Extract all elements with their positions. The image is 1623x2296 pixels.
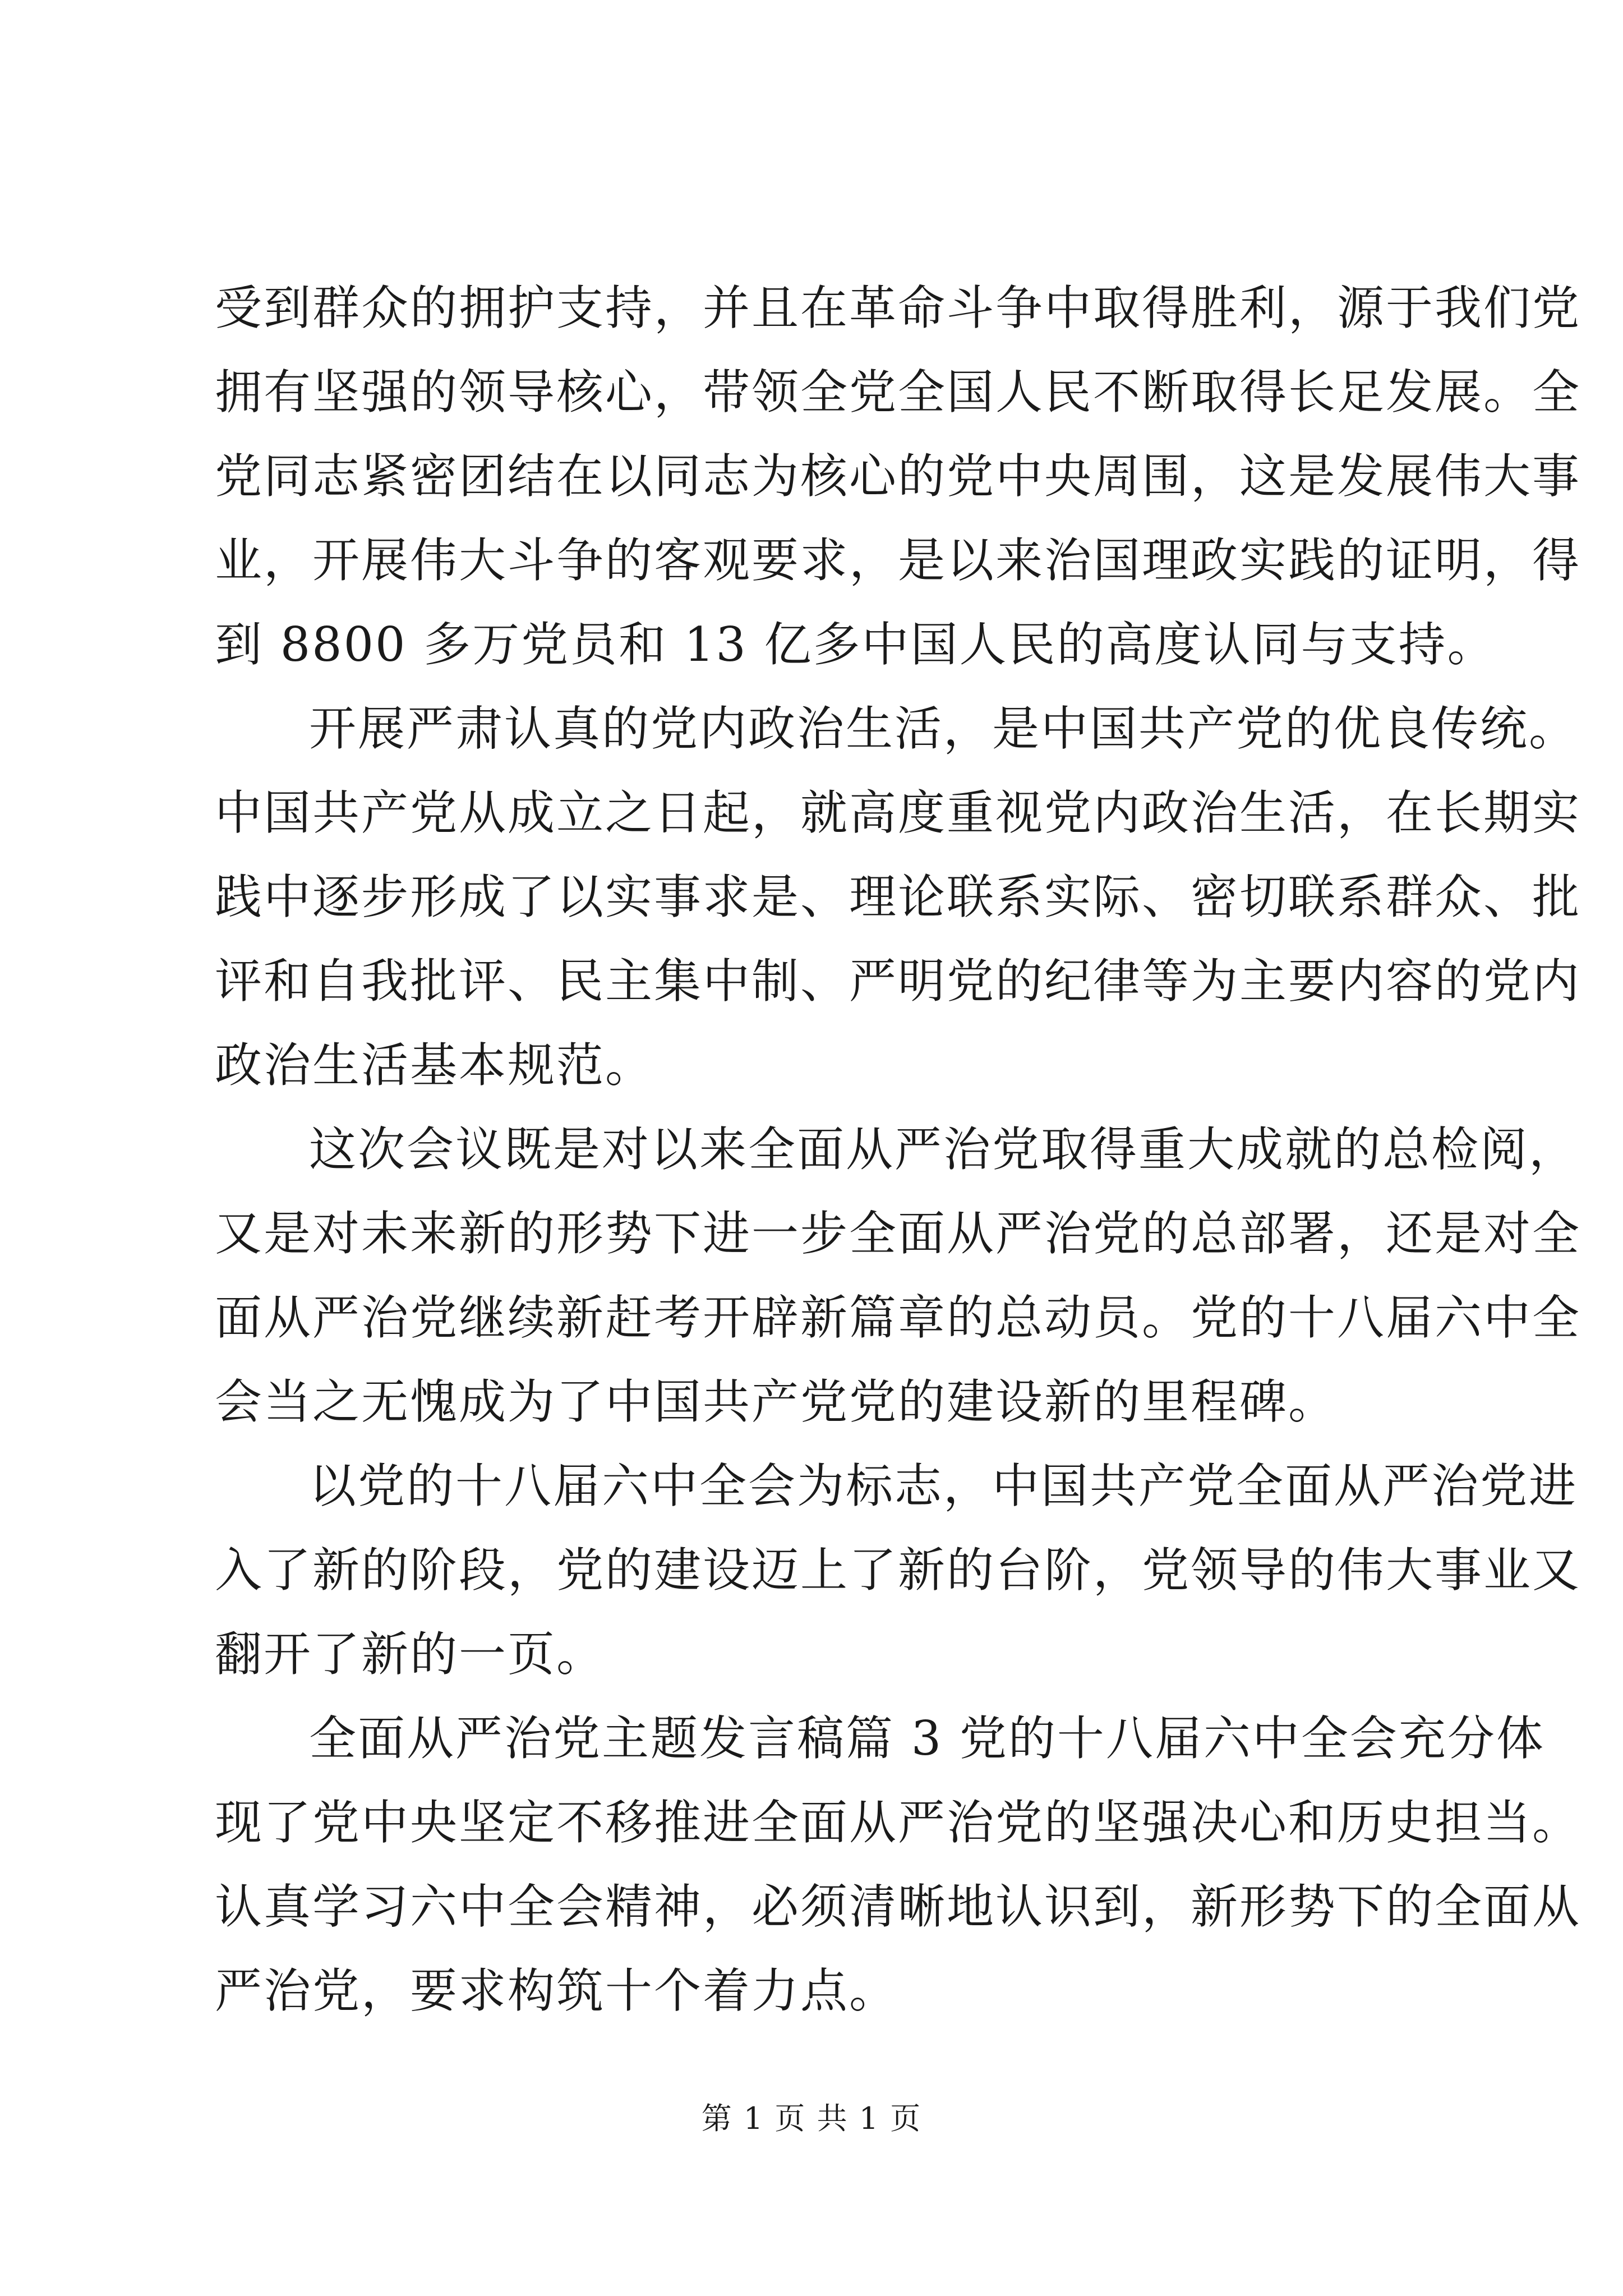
paragraph-line: 面从严治党继续新赶考开辟新篇章的总动员。党的十八届六中全 (215, 1290, 1581, 1345)
paragraph-line: 拥有坚强的领导核心，带领全党全国人民不断取得长足发展。全 (215, 365, 1581, 420)
paragraph-line: 现了党中央坚定不移推进全面从严治党的坚强决心和历史担当。 (215, 1795, 1581, 1850)
paragraph-5 (215, 1696, 1581, 2033)
paragraph-line: 全面从严治党主题发言稿篇 3 党的十八届六中全会充分体 (309, 1711, 1545, 1766)
paragraph-line: 认真学习六中全会精神，必须清晰地认识到，新形势下的全面从 (215, 1879, 1581, 1934)
paragraph-line: 又是对未来新的形势下进一步全面从严治党的总部署，还是对全 (215, 1206, 1581, 1261)
paragraph-line: 受到群众的拥护支持，并且在革命斗争中取得胜利，源于我们党 (215, 280, 1581, 335)
paragraph-line: 评和自我批评、民主集中制、严明党的纪律等为主要内容的党内 (215, 954, 1581, 1009)
paragraph-line: 践中逐步形成了以实事求是、理论联系实际、密切联系群众、批 (215, 869, 1581, 924)
paragraph-line: 会当之无愧成为了中国共产党党的建设新的里程碑。 (215, 1374, 1338, 1429)
paragraph-2 (215, 687, 1581, 1107)
paragraph-line: 开展严肃认真的党内政治生活，是中国共产党的优良传统。 (309, 701, 1578, 756)
document-body (215, 266, 1581, 2033)
paragraph-line: 以党的十八届六中全会为标志，中国共产党全面从严治党进 (309, 1458, 1578, 1513)
page-number-footer: 第 1 页 共 1 页 (701, 2101, 922, 2136)
paragraph-line: 业，开展伟大斗争的客观要求，是以来治国理政实践的证明，得 (215, 533, 1581, 588)
paragraph-4 (215, 1444, 1581, 1696)
paragraph-line: 严治党，要求构筑十个着力点。 (215, 1963, 898, 2018)
paragraph-line: 政治生活基本规范。 (215, 1038, 654, 1093)
paragraph-line: 入了新的阶段，党的建设迈上了新的台阶，党领导的伟大事业又 (215, 1543, 1581, 1598)
paragraph-line: 翻开了新的一页。 (215, 1627, 606, 1682)
paragraph-line: 中国共产党从成立之日起，就高度重视党内政治生活，在长期实 (215, 785, 1581, 840)
paragraph-3 (215, 1107, 1581, 1444)
paragraph-line: 这次会议既是对以来全面从严治党取得重大成就的总检阅， (309, 1122, 1578, 1177)
paragraph-line: 党同志紧密团结在以同志为核心的党中央周围，这是发展伟大事 (215, 449, 1581, 504)
paragraph-line: 到 8800 多万党员和 13 亿多中国人民的高度认同与支持。 (215, 617, 1496, 672)
paragraph-1 (215, 266, 1581, 687)
